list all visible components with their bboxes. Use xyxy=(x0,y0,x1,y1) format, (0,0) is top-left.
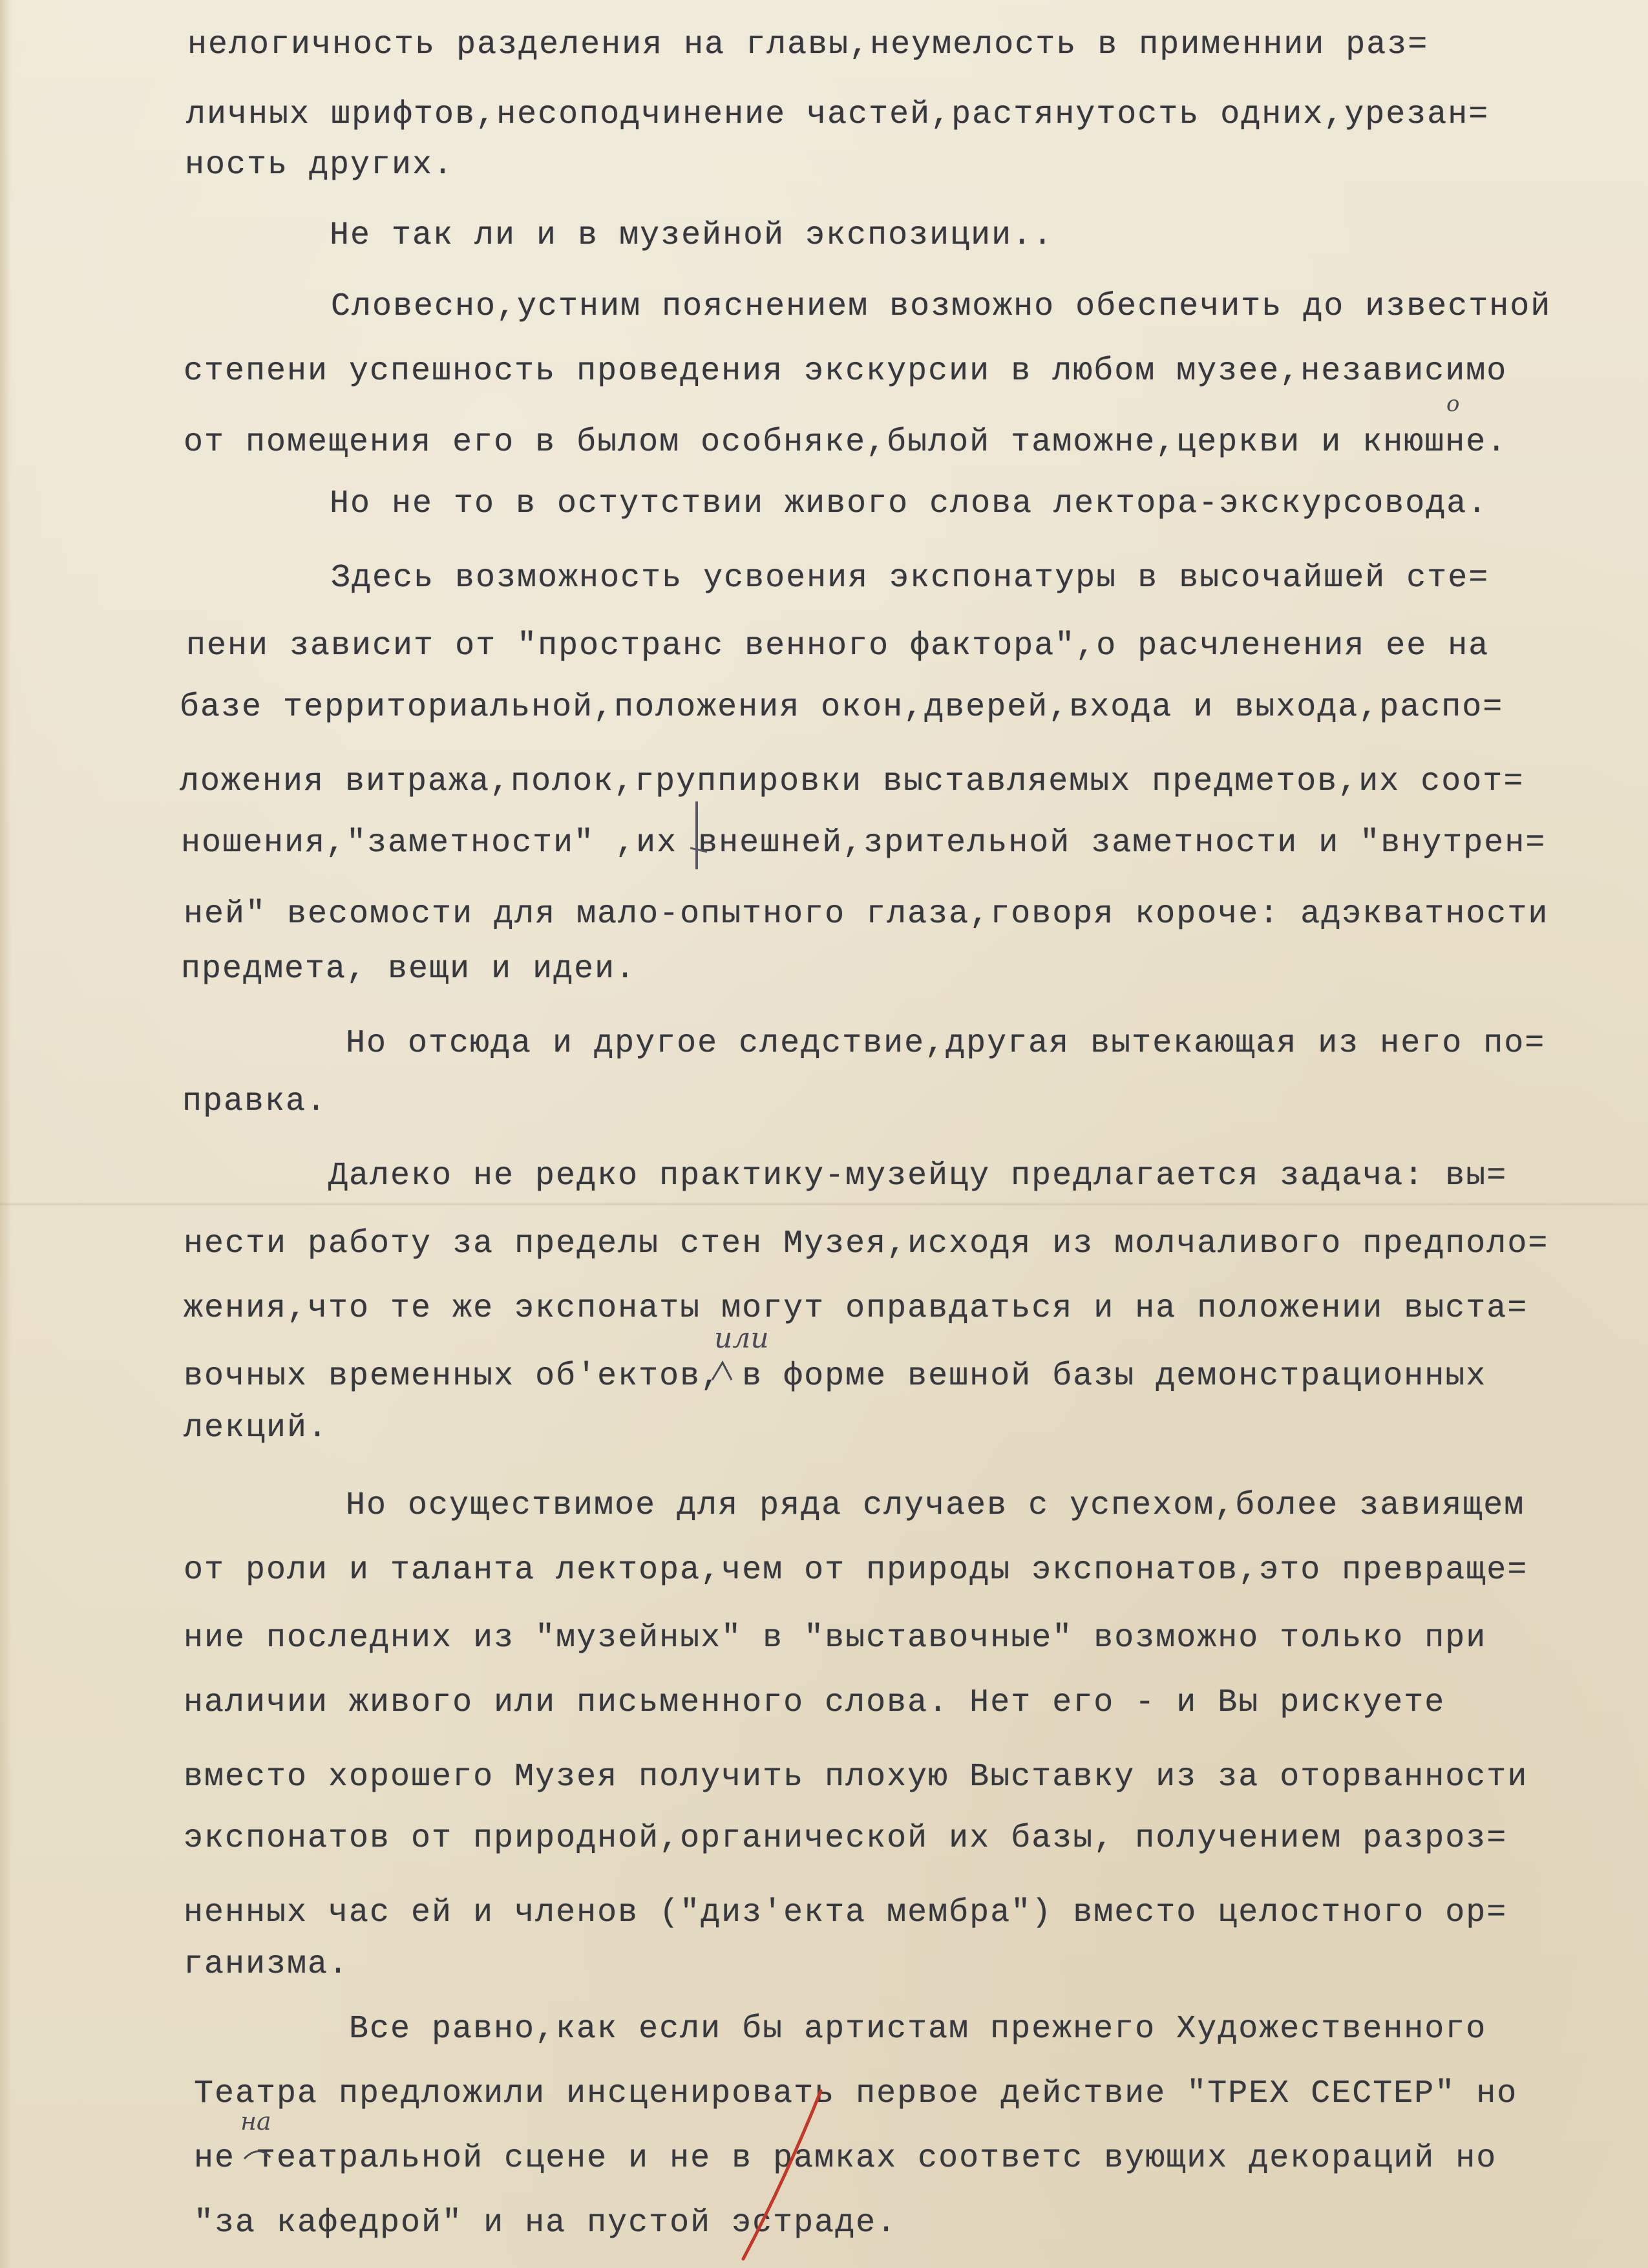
faded-stamp xyxy=(1189,2097,1409,2136)
text-line: пени зависит от "пространс венного фактора",о расчленения ее на xyxy=(186,628,1490,664)
text-line: правка. xyxy=(182,1083,328,1120)
text-line: Но отсюда и другое следствие,другая вытекающая из него по= xyxy=(346,1025,1546,1062)
text-line: ность других. xyxy=(185,147,454,184)
text-line: Не так ли и в музейной экспозиции.. xyxy=(330,217,1054,254)
text-line: ганизма. xyxy=(184,1946,350,1983)
text-line: ложения витража,полок,группировки выставляемых предметов,их соот= xyxy=(180,763,1525,800)
text-line: Далеко не редко практику-музейцу предлагается задача: вы= xyxy=(328,1158,1508,1194)
text-line: наличии живого или письменного слова. Нет его - и Вы рискуете xyxy=(184,1684,1446,1721)
text-line: Но осуществимое для ряда случаев с успехом,более завиящем xyxy=(346,1487,1525,1524)
text-line: Словесно,устним пояснением возможно обеспечить до известной xyxy=(331,288,1552,325)
text-line: нести работу за пределы стен Музея,исходя из молчаливого предполо= xyxy=(184,1225,1549,1262)
text-line: ношения,"заметности" ,их внешней,зрительной заметности и "внутрен= xyxy=(181,825,1547,862)
text-line: ней" весомости для мало-опытного глаза,говоря короче: адэкватности xyxy=(184,896,1549,933)
text-line: нелогичность разделения на главы,неумелость в применнии раз= xyxy=(187,26,1429,63)
handwritten-insert-or: или xyxy=(714,1322,769,1355)
text-line: предмета, вещи и идеи. xyxy=(181,951,637,988)
handwritten-insert-on: на xyxy=(240,2107,271,2136)
text-line: экспонатов от природной,органической их базы, получением разроз= xyxy=(184,1820,1508,1857)
text-line: от помещения его в былом особняке,былой таможне,церкви и кнюшне. xyxy=(184,424,1508,461)
text-line: Но не то в остутствии живого слова лектора-экскурсовода. xyxy=(330,485,1488,522)
text-line: вочных временных об'ектов, в форме вешной базы демонстрационных xyxy=(184,1358,1487,1395)
text-line: лекций. xyxy=(184,1410,329,1447)
text-line: личных шрифтов,несоподчинение частей,растянутость одних,урезан= xyxy=(186,96,1490,133)
text-line: жения,что те же экспонаты могут оправдаться и на положении выста= xyxy=(184,1290,1528,1327)
text-line: Все равно,как если бы артистам прежнего Художественного xyxy=(349,2011,1487,2048)
text-line: ние последних из "музейных" в "выставочные" возможно только при xyxy=(184,1620,1487,1657)
text-line: "за кафедрой" и на пустой эстраде. xyxy=(194,2205,898,2242)
text-line: от роли и таланта лектора,чем от природы экспонатов,это превраще= xyxy=(184,1552,1528,1589)
text-line: степени успешность проведения экскурсии в любом музее,независимо xyxy=(184,353,1508,390)
text-line: базе территориальной,положения окон,дверей,входа и выхода,распо= xyxy=(180,689,1504,726)
text-line: Здесь возможность усвоения экспонатуры в высочайшей сте= xyxy=(331,560,1490,597)
handwritten-insert-o: о xyxy=(1446,391,1460,417)
text-line: ненных час ей и членов ("диз'екта мембра") вместо целостного ор= xyxy=(184,1894,1508,1931)
text-line: не театральной сцене и не в рамках соответс вующих декораций но xyxy=(194,2140,1497,2177)
text-line: Театра предложили инсценировать первое действие "ТРЕХ СЕСТЕР" но xyxy=(194,2075,1518,2112)
text-line: вместо хорошего Музея получить плохую Выставку из за оторванности xyxy=(184,1759,1528,1796)
